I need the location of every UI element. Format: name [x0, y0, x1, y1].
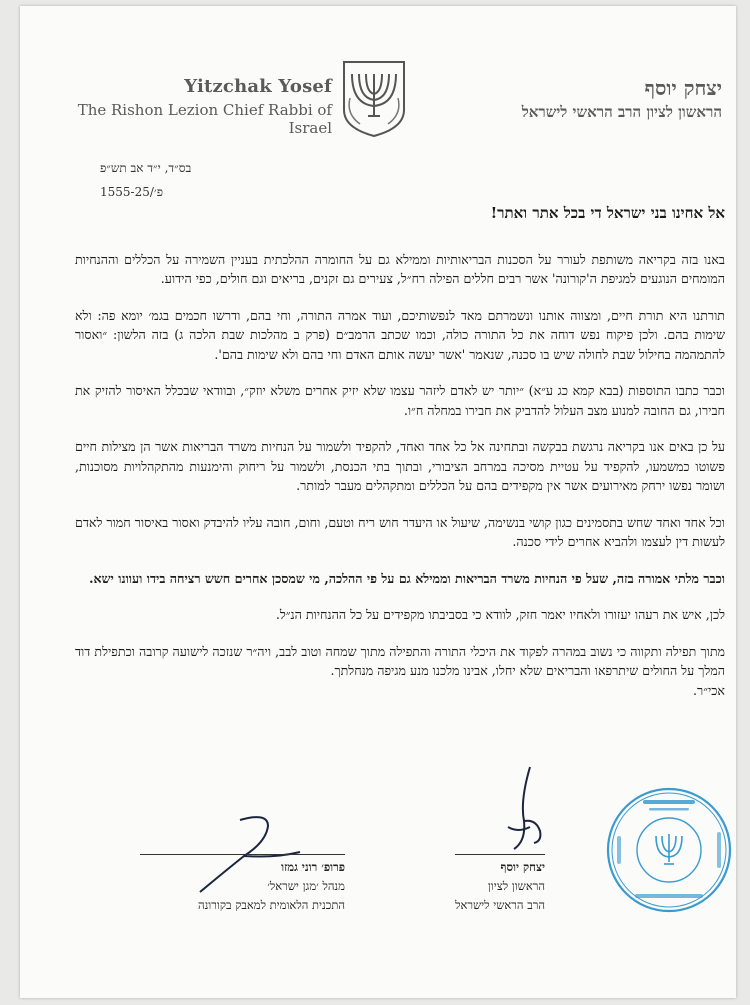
- letter-page: [20, 6, 736, 998]
- paragraph-5: וכל אחד ואחד שחש בתסמינים כגון קושי בנשימה, שיעול או היעדר חוש ריח וטעם, וחום, חובה עליו להיבדק ואסור באיסור חמור לאדם לעשות דין לעצמו ולהביא אחרים לידי סכנה.: [75, 514, 725, 549]
- letter-meta: [100, 156, 300, 204]
- letterhead-name-he: יצחק יוסף: [644, 76, 722, 100]
- signer-role-right-1: הראשון לציון: [487, 879, 545, 893]
- signer-role-left-2: התכנית הלאומית למאבק בקורונה: [197, 898, 345, 912]
- signature-block-right: [455, 854, 545, 915]
- signature-block-left: [140, 854, 345, 915]
- letterhead-name-en: Yitzchak Yosef: [184, 76, 332, 97]
- signer-name-right: יצחק יוסף: [455, 854, 545, 877]
- paragraph-7: לכן, איש את רעהו יעזורו ולאחיו יאמר חזק, לוודא כי בסביבתו מקפידים על כל ההנחיות הנ״ל.: [275, 607, 725, 622]
- paragraph-2: תורתנו היא תורת חיים, ומצווה אותנו ונשמרתם מאד לנפשותיכם, ועוד אמרה התורה, וחי בהם, ודרשו חכמים בגמ׳ יומא פה: ולא שימות בהם. ולכן פיקוח נפש דוחה את כל התורה כולה, וכמו שכתב הרמב״ם (פרק ב מהלכות שבת הלכה ג) בזה הלשון: ״ואסור להתמהמה בחילול שבת לחולה שיש בו סכנה, שנאמר 'אשר יעשה אותם האדם וחי בהם ולא שימות בהם'.: [75, 307, 725, 362]
- paragraph-1: באנו בזה בקריאה משותפת לעורר על הסכנות הבריאותיות וממילא גם על החומרה ההלכתית בעניין השמירה על הכללים וההנחיות המומחים הנוגעים למגיפת ה'קורונה' אשר רבים חללים הפילה רח״ל, צעירים גם זקנים, בריאים וגם חולים, כפי הידוע.: [75, 251, 725, 286]
- letter-body: [75, 204, 725, 717]
- signature-yosef: [490, 761, 560, 856]
- letter-date: בס״ד, י״ד אב תש״פ: [100, 161, 192, 175]
- paragraph-6: וכבר מלתי אמורה בזה, שעל פי הנחיות משרד הבריאות וממילא גם על פי ההלכה, מי שמסכן אחרים חשש רציחה בידו ועוונו ישא.: [89, 570, 725, 586]
- paragraph-3: וכבר כתבו התוספות (בבא קמא כג ע״א) ״יותר יש לאדם ליזהר עצמו שלא יזיק אחרים משלא יוזק״, ובוודאי שבכלל האיסור להזיק את חבירו, גם החובה למנוע מצב העלול להדביק את חבירו במחלה ח״ו.: [75, 383, 725, 418]
- state-emblem-icon: [340, 58, 408, 138]
- letterhead-title-en: The Rishon Lezion Chief Rabbi of Israel: [77, 101, 332, 137]
- signer-role-right-2: הרב הראשי לישראל: [455, 898, 545, 912]
- letterhead-english: [62, 76, 332, 137]
- letter-closing: אכי״ר.: [693, 682, 725, 698]
- paragraph-8: מתוך תפילה ותקווה כי נשוב במהרה לפקוד את היכלי התורה והתפילה מתוך שמחה וטוב לבב, ויה״ר שנזכה לישועה קרובה וכתפילת דוד המלך על החולים שיתרפאו והבריאים שלא יחלו, אבינו מלכנו מנע מגיפה מנחלתך.: [75, 643, 725, 678]
- letter-greeting: אל אחינו בני ישראל די בכל אתר ואתר!: [490, 204, 725, 222]
- signer-name-left: פרופ׳ רוני גמזו: [140, 854, 345, 877]
- signer-role-left-1: מנהל ׳מגן ישראל׳: [267, 879, 345, 893]
- letter-reference: פ׳/1555-25: [100, 185, 163, 199]
- letterhead-title-he: הראשון לציון הרב הראשי לישראל: [521, 103, 722, 121]
- paragraph-4: על כן באים אנו בקריאה נרגשת בבקשה ובתחינה אל כל אחד ואחד, להקפיד ולשמור על הנחיות משרד הבריאות אשר הן מצילות חיים פשוטו כמשמעו, להקפיד על עטיית מסיכה במרחב הציבורי, ובתוך בתי הכנסת, ולשמור על ריחוק והימנעות מהתקהלויות מסוכנות, ושומר נפשו ירחק מאירועים אשר אין מקפידים בהם על הכללים ומתקהלים מעבר למותר.: [75, 439, 725, 493]
- official-stamp: [605, 786, 733, 914]
- letterhead-hebrew: [460, 76, 722, 122]
